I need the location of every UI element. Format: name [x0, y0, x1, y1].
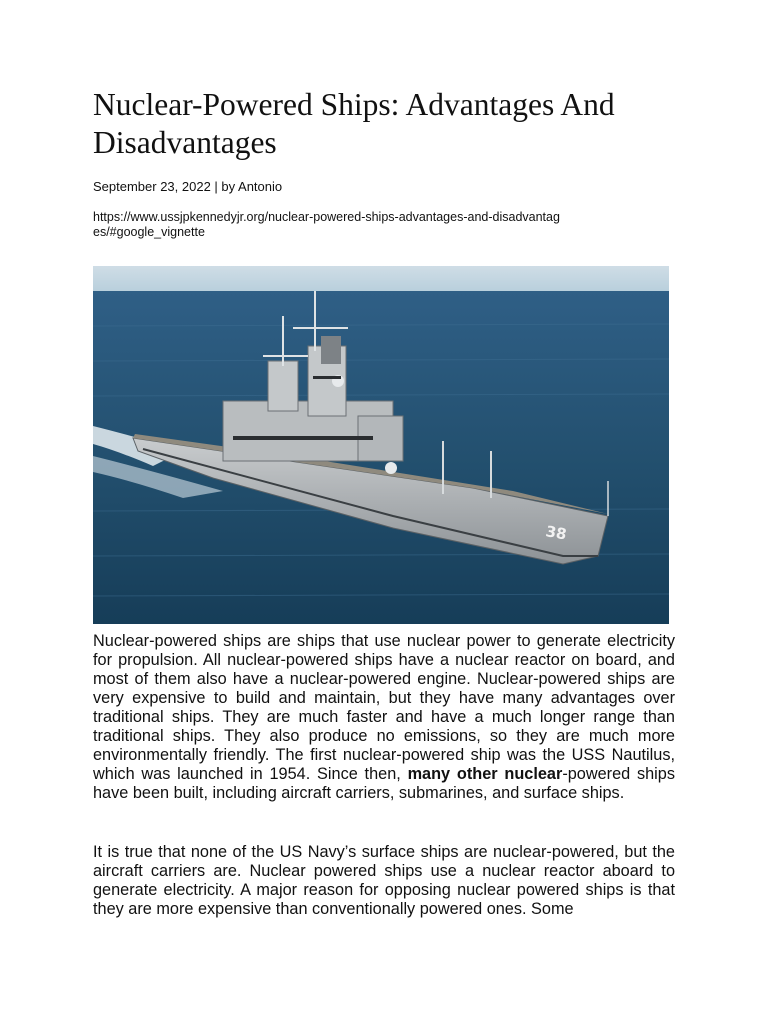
paragraph-1-text-b: -powered ships have been built, including aircraft carriers, submarines, and surface ships. — [93, 765, 675, 802]
page-title: Nuclear-Powered Ships: Advantages And Disadvantages — [93, 87, 615, 160]
paragraph-2: It is true that none of the US Navy’s surface ships are nuclear-powered, but the aircraft carriers are. Nuclear powered ships use a nuclear reactor aboard to generate electricity. A major reason for opposing nuclear powered ships is that they are more expensive than conventionally powered ones. Some — [93, 843, 675, 918]
ship-photo — [93, 266, 669, 624]
ship-illustration — [93, 266, 669, 624]
paragraph-1 — [93, 632, 675, 803]
hull-number: 38 — [544, 522, 568, 544]
article-url: https://www.ussjpkennedyjr.org/nuclear-powered-ships-advantages-and-disadvantages/#google_vignette — [93, 210, 560, 239]
paragraph-1-bold: many other nuclear — [407, 765, 563, 783]
article-byline: September 23, 2022 | by Antonio — [93, 179, 283, 194]
paragraph-1-text-a: Nuclear-powered ships are ships that use nuclear power to generate electricity for propulsion. All nuclear-powered ships have a nuclear reactor on board, and most of them also have a nuclear-powered engine. Nuclear-powered ships are very expensive to build and maintain, but they have many advantages over traditional ships. They are much faster and have a much longer range than traditional ships. They also produce no emissions, so they are much more environmentally friendly. The first nuclear-powered ship was the USS Nautilus, which was launched in 1954. Since then, — [93, 632, 675, 783]
